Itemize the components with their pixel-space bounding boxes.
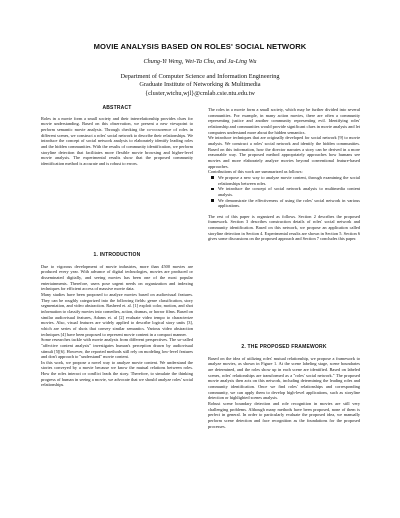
affiliation-institute: Graduate Institute of Networking & Multimedia: [139, 81, 261, 89]
list-item: We propose a new way to analyze movie content, through examining the social relationships between roles.: [208, 175, 360, 186]
abstract-section: [41, 106, 193, 167]
bullet-icon: [211, 176, 214, 179]
intro-paragraph: Some researches tackle with movie analysis from different perspectives. The so-called "affective content analysis" investigates human's perception drawn by audiovisual stimuli [5][6]. However, the reported methods still rely on modeling low-level features and don't approach to "understand" movie content.: [41, 337, 193, 360]
contributions-list: [208, 175, 360, 209]
abstract-text: Roles in a movie form a small society and their interrelationship provides clues for movie understanding. Based on this observation, we present a new viewpoint to perform semantic movie analysis. Through checking the co-occurrence of roles in different scenes, we construct a roles' social network to describe their relationships. We introduce the concept of social network analysis to elaborately identify leading roles and the hidden communities. With the results of community identification, we perform storyline detection that facilitates more flexible movie browsing and higher-level movie analysis. The experimental results show that the proposed community identification method is accurate and is robust to errors.: [41, 115, 193, 166]
intro-paragraph: We introduce techniques that are originally developed for social network [9] to movie analysis. We construct a roles' social network and identify the hidden communities. Based on this information, how the director narrates a story can be derived in a more reasonable way. The proposed method appropriately approaches how humans see movies and more elaborately analyze movies beyond conventional feature-based approaches.: [208, 135, 360, 169]
introduction-heading: 1. INTRODUCTION: [93, 252, 141, 258]
bullet-icon: [211, 188, 214, 191]
framework-heading: 2. THE PROPOSED FRAMEWORK: [241, 344, 327, 350]
intro-continuation: [208, 107, 360, 242]
paper-title: MOVIE ANALYSIS BASED ON ROLES' SOCIAL NETWORK: [93, 42, 307, 51]
intro-paragraph: The roles in a movie form a small society, which may be further divided into several communities. For example, in many action movies, there are often a community representing justice and another community representing evil. Identifying roles' relationship and communities would provide significant clues in movie analysis and let computers understand more about the hidden semantics.: [208, 107, 360, 135]
framework-paragraph: Based on the idea of utilizing roles' mutual relationship, we propose a framework to analyze movies, as shown in Figure 1. At the scene labeling stage, scene boundaries are determined, and the roles show up in each scene are identified. Based on labeled scenes, roles' relationships are transformed as a "roles' social network." The proposed movie analysis then acts on this network, including determining the leading roles and community identification. Once we find roles' relationships and corresponding community, we can apply them to develop high-level applications, such as storyline detection or highlighted scenes analysis.: [208, 355, 360, 401]
bullet-icon: [211, 199, 214, 202]
organization-paragraph: The rest of this paper is organized as follows. Section 2 describes the proposed framework. Section 3 describes construction details of roles' social network and community identification. Based on this network, we propose an application called storyline detection in Section 4. Experimental results are shown in Section 5. Section 6 gives some discussions on the proposed approach and Section 7 concludes this paper.: [208, 213, 360, 242]
abstract-heading: ABSTRACT: [102, 105, 132, 111]
affiliation-department: Department of Computer Science and Information Engineering: [120, 73, 280, 80]
list-item: We introduce the concept of social network analysis to multimedia content analysis.: [208, 186, 360, 197]
paper-authors: Chung-Yi Weng, Wei-Ta Chu, and Ja-Ling Wu: [143, 58, 257, 65]
framework-paragraph: Robust scene boundary detection and role recognition in movies are still very challenging problems. Although many methods have been proposed, none of them is perfect in general. In order to particularly evaluate the proposed idea, we manually perform scene detection and face recognition as the foundations for the proposed processes.: [208, 400, 360, 429]
list-item: We demonstrate the effectiveness of using the roles' social network in various applications.: [208, 198, 360, 209]
affiliation-email: {cluster,wtchu,wjl}@cmlab.csie.ntu.edu.tw: [145, 89, 255, 97]
intro-paragraph: Contributions of this work are summarized as follows:: [208, 169, 303, 175]
intro-paragraph: Many studies have been proposed to analyze movies based on audiovisual features. They can be roughly categorized into the following fields: genre classification, story segmentation, and video abstraction. Rasheed et. al. [1] exploit color, motion, and shot information to classify movies into comedies, action, dramas, or horror films. Based on similar audiovisual features, Adams et. al [2] evaluate video tempo to characterize movies. Also, visual features are widely applied to describe logical story units [3], which are series of shots that convey similar semantics. Various video abstraction techniques [4] have been proposed to represent movie content in a compact manner.: [41, 291, 193, 337]
framework-section: [208, 345, 360, 429]
affiliation-block: [40, 73, 360, 98]
introduction-section: [41, 253, 193, 388]
intro-paragraph: Due to vigorous development of movie industries, more than 4500 movies are produced every year. With advance of digital technologies, movies are produced or disseminated digitally, and seeing movies has been one of the most popular entertainments. Therefore, users pose urgent needs on organization and indexing techniques for efficient access of massive movie data.: [41, 263, 193, 292]
intro-paragraph: In this work, we propose a novel way to analyze movie content. We understand the stories conveyed by a movie because we know the mutual relations between roles. How the roles interact or conflict leads the story. Therefore, to simulate the thinking progress of human in seeing a movie, we advocate that we should analyze roles' social relationships.: [41, 359, 193, 388]
